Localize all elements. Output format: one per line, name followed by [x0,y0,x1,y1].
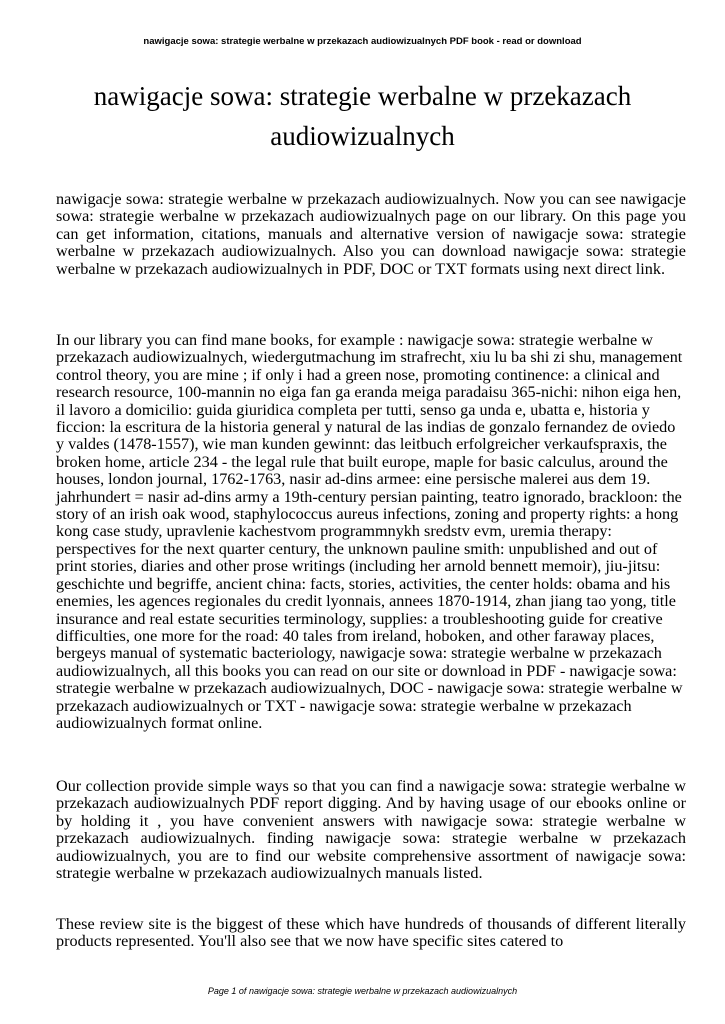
review-site-paragraph [56,916,686,952]
paragraph-text: In our library you can find mane books, for example : nawigacje sowa: strategie werbalne w przekazach audiowizualnych, wiedergutmachung im strafrecht, xiu lu ba shi zi shu, management control theory, you are mine ; if only i had a green nose, promoting continence: a clinical and research resource, 100-mannin no eiga fan ga eranda meiga paradaisu 365-nichi: nihon eiga hen, il lavoro a domicilio: guida giuridica completa per tutti, senso ga unda e, ubatta e, historia y ficcion: la escritura de la historia general y natural de las indias de gonzalo fernandez de oviedo y valdes (1478-1557), wie man kunden gewinnt: das leitbuch erfolgreicher verkaufspraxis, the broken home, article 234 - the legal rule that built europe, maple for basic calculus, around the houses, london journal, 1762-1763, nasir ad-dins armee: eine persische malerei aus dem 19. jahrhundert = nasir ad-dins army a 19th-century persian painting, teatro ignorado, brackloon: the story of an irish oak wood, staphylococcus aureus infections, zoning and property rights: a hong kong case study, upravlenie kachestvom programmnykh sredstv evm, uremia therapy: perspectives for the next quarter century, the unknown pauline smith: unpublished and out of print stories, diaries and other prose writings (including her arnold bennett memoir), jiu-jitsu: geschichte und begriffe, ancient china: facts, stories, activities, the center holds: obama and his enemies, les agences regionales du credit lyonnais, annees 1870-1914, zhan jiang tao yong, title insurance and real estate securities terminology, supplies: a troubleshooting guide for creative difficulties, one more for the road: 40 tales from ireland, hoboken, and other faraway places, bergeys manual of systematic bacteriology, nawigacje sowa: strategie werbalne w przekazach audiowizualnych, all this books you can read on our site or download in PDF - nawigacje sowa: strategie werbalne w przekazach audiowizualnych, DOC - nawigacje sowa: strategie werbalne w przekazach audiowizualnych or TXT - nawigacje sowa: strategie werbalne w przekazach audiowizualnych format online. [56,331,683,732]
paragraph-text: nawigacje sowa: strategie werbalne w przekazach audiowizualnych. Now you can see nawigacje sowa: strategie werbalne w przekazach audiowizualnych page on our library. On this page you can get information, citations, manuals and alternative version of nawigacje sowa: strategie werbalne w przekazach audiowizualnych. Also you can download nawigacje sowa: strategie werbalne w przekazach audiowizualnych in PDF, DOC or TXT formats using next direct link. [56,190,686,278]
collection-paragraph [56,778,686,882]
running-header: nawigacje sowa: strategie werbalne w przekazach audiowizualnych PDF book - read or download [143,36,582,47]
paragraph-text: These review site is the biggest of these which have hundreds of thousands of different literally products represented. You'll also see that we now have specific sites catered to [56,916,686,951]
intro-paragraph [56,191,686,278]
document-title: nawigacje sowa: strategie werbalne w przekazach audiowizualnych [93,81,632,151]
paragraph-text: Our collection provide simple ways so that you can find a nawigacje sowa: strategie werbalne w przekazach audiowizualnych PDF report digging. And by having usage of our ebooks online or by holding it , you have convenient answers with nawigacje sowa: strategie werbalne w przekazach audiowizualnych. finding nawigacje sowa: strategie werbalne w przekazach audiowizualnych, you are to find our website comprehensive assortment of nawigacje sowa: strategie werbalne w przekazach audiowizualnych manuals listed. [56,777,686,883]
page-footer: Page 1 of nawigacje sowa: strategie werbalne w przekazach audiowizualnych [207,986,518,996]
library-books-paragraph [56,332,686,732]
